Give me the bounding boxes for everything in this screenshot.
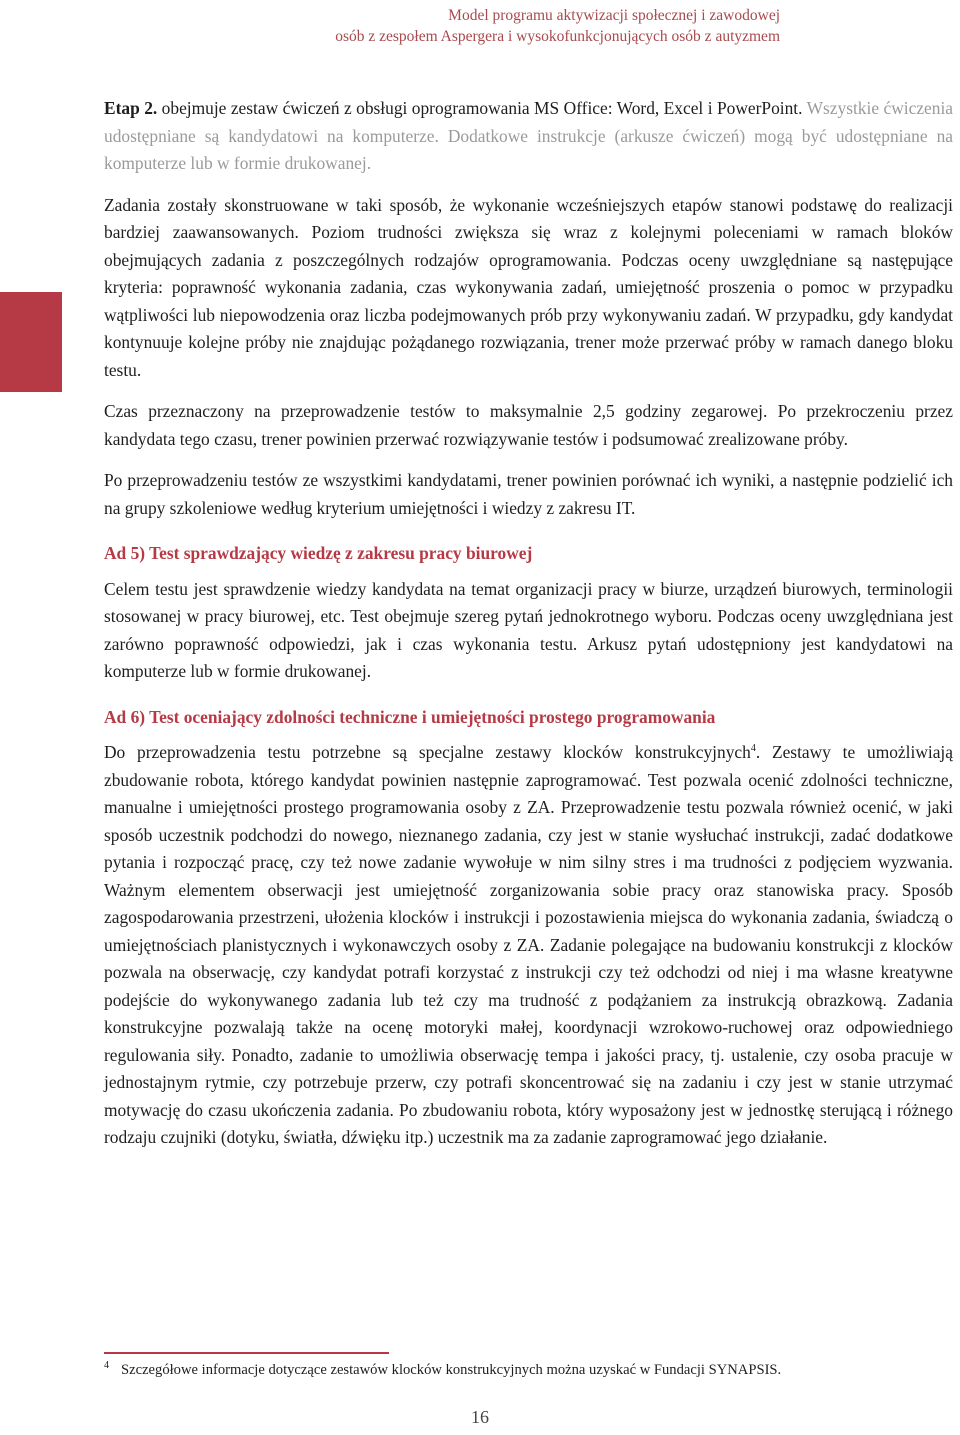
running-header bbox=[0, 5, 780, 47]
paragraph-etap-2 bbox=[104, 95, 953, 178]
paragraph-tasks-construction: Zadania zostały skonstruowane w taki sposób, że wykonanie wcześniejszych etapów stanowi podstawę do realizacji bardziej zaawansowanych. Poziom trudności zwiększa się wraz z kolejnymi poleceniami w ramach bloków obejmujących zadania z poszczególnych rodzajów oprogramowania. Podczas oceny uwzględniane są następujące kryteria: poprawność wykonania zadania, czas wykonywania zadań, umiejętność proszenia o pomoc w przypadku wątpliwości lub niepowodzenia oraz liczba podejmowanych prób przy wykonywaniu zadań. W przypadku, gdy kandydat kontynuuje kolejne próby nie znajdując pożądanego rozwiązania, trener może przerwać próby w ramach danego bloku testu. bbox=[104, 194, 953, 380]
paragraph-grouping: Po przeprowadzeniu testów ze wszystkimi kandydatami, trener powinien porównać ich wyniki, a następnie podzielić ich na grupy szkoleniowe według kryterium umiejętności i wiedzy z zakresu IT. bbox=[104, 470, 953, 518]
heading-ad-5: Ad 5) Test sprawdzający wiedzę z zakresu pracy biurowej bbox=[104, 543, 533, 563]
footnote-number: 4 bbox=[104, 1360, 109, 1371]
footnote bbox=[104, 1356, 953, 1380]
paragraph-technical-test bbox=[104, 739, 953, 1152]
running-header-line-2: osób z zespołem Aspergera i wysokofunkcjonujących osób z autyzmem bbox=[335, 28, 780, 45]
etap-text-continued: Wszystkie ćwiczenia udostępniane są kandydatowi na komputerze. Dodatkowe instrukcje (arkusze ćwiczeń) mogą być udostępniane na komputerze lub w formie drukowanej. bbox=[104, 98, 953, 173]
chapter-side-tab bbox=[0, 292, 62, 392]
etap-label: Etap 2. bbox=[104, 98, 158, 118]
footnote-divider bbox=[104, 1352, 389, 1354]
running-header-line-1: Model programu aktywizacji społecznej i zawodowej bbox=[448, 7, 780, 24]
paragraph-office-test: Celem testu jest sprawdzenie wiedzy kandydata na temat organizacji pracy w biurze, urządzeń biurowych, terminologii stosowanej w pracy biurowej, etc. Test obejmuje szereg pytań jednokrotnego wyboru. Podczas oceny uwzględniana jest zarówno poprawność odpowiedzi, jak i czas wykonania testu. Arkusz pytań udostępniony jest kandydatowi na komputerze lub w formie drukowanej. bbox=[104, 578, 953, 681]
heading-ad-6: Ad 6) Test oceniający zdolności techniczne i umiejętności prostego programowania bbox=[104, 706, 716, 727]
page-number: 16 bbox=[471, 1407, 489, 1427]
page-content bbox=[104, 95, 953, 1166]
footnote-reference[interactable]: 4 bbox=[750, 743, 756, 755]
paragraph-time-limit: Czas przeznaczony na przeprowadzenie testów to maksymalnie 2,5 godziny zegarowej. Po przekroczeniu przez kandydata tego czasu, trener powinien przerwać rozwiązywanie testów i podsumować zrealizowane próby. bbox=[104, 401, 953, 449]
footnote-text: Szczegółowe informacje dotyczące zestawów klocków konstrukcyjnych można uzyskać w Fundacji SYNAPSIS. bbox=[121, 1361, 782, 1378]
etap-text: obejmuje zestaw ćwiczeń z obsługi oprogramowania MS Office: Word, Excel i PowerPoint. bbox=[157, 98, 807, 118]
technical-test-rest: . Zestawy te umożliwiają zbudowanie robota, którego kandydat powinien następnie zaprogramować. Test pozwala ocenić zdolności techniczne, manualne i umiejętności prostego programowania osoby z ZA. Przeprowadzenie testu pozwala również ocenić, w jaki sposób uczestnik podchodzi do nowego, nieznanego zadania, czy jest w stanie wysłuchać instrukcji, zadać dodatkowe pytania i rozpocząć pracę, czy też nowe zadanie wywołuje w nim silny stres i ma trudności z podjęciem wyzwania. Ważnym elementem obserwacji jest umiejętność zorganizowania sobie pracy oraz stanowiska pracy. Sposób zagospodarowania przestrzeni, ułożenia klocków i instrukcji i pozostawienia miejsca do wykonania zadania, świadczą o umiejętnościach planistycznych i wykonawczych osoby z ZA. Zadanie polegające na budowaniu konstrukcji z klocków pozwala na obserwację, czy kandydat potrafi korzystać z instrukcji czy też odchodzi od niej i ma własne kreatywne podejście do wykonywanego zadania lub też czy ma trudność z podążaniem za instrukcją obrazkową. Zadania konstrukcyjne pozwalają także na ocenę motoryki małej, koordynacji wzrokowo-ruchowej oraz odpowiedniego regulowania siły. Ponadto, zadanie to umożliwia obserwację tempa i jakości pracy, tj. ustalenie, czy osoba pracuje w jednostajnym rytmie, czy potrzebuje przerw, czy potrafi skoncentrować się na zadaniu i czy jest w stanie utrzymać motywację do czasu ukończenia zadania. Po zbudowaniu robota, który wyposażony jest w jednostkę sterującą i różnego rodzaju czujniki (dotyku, światła, dźwięku itp.) uczestnik ma za zadanie zaprogramować jego działanie. bbox=[104, 742, 953, 1147]
technical-test-start: Do przeprowadzenia testu potrzebne są specjalne zestawy klocków konstrukcyjnych bbox=[104, 742, 751, 762]
